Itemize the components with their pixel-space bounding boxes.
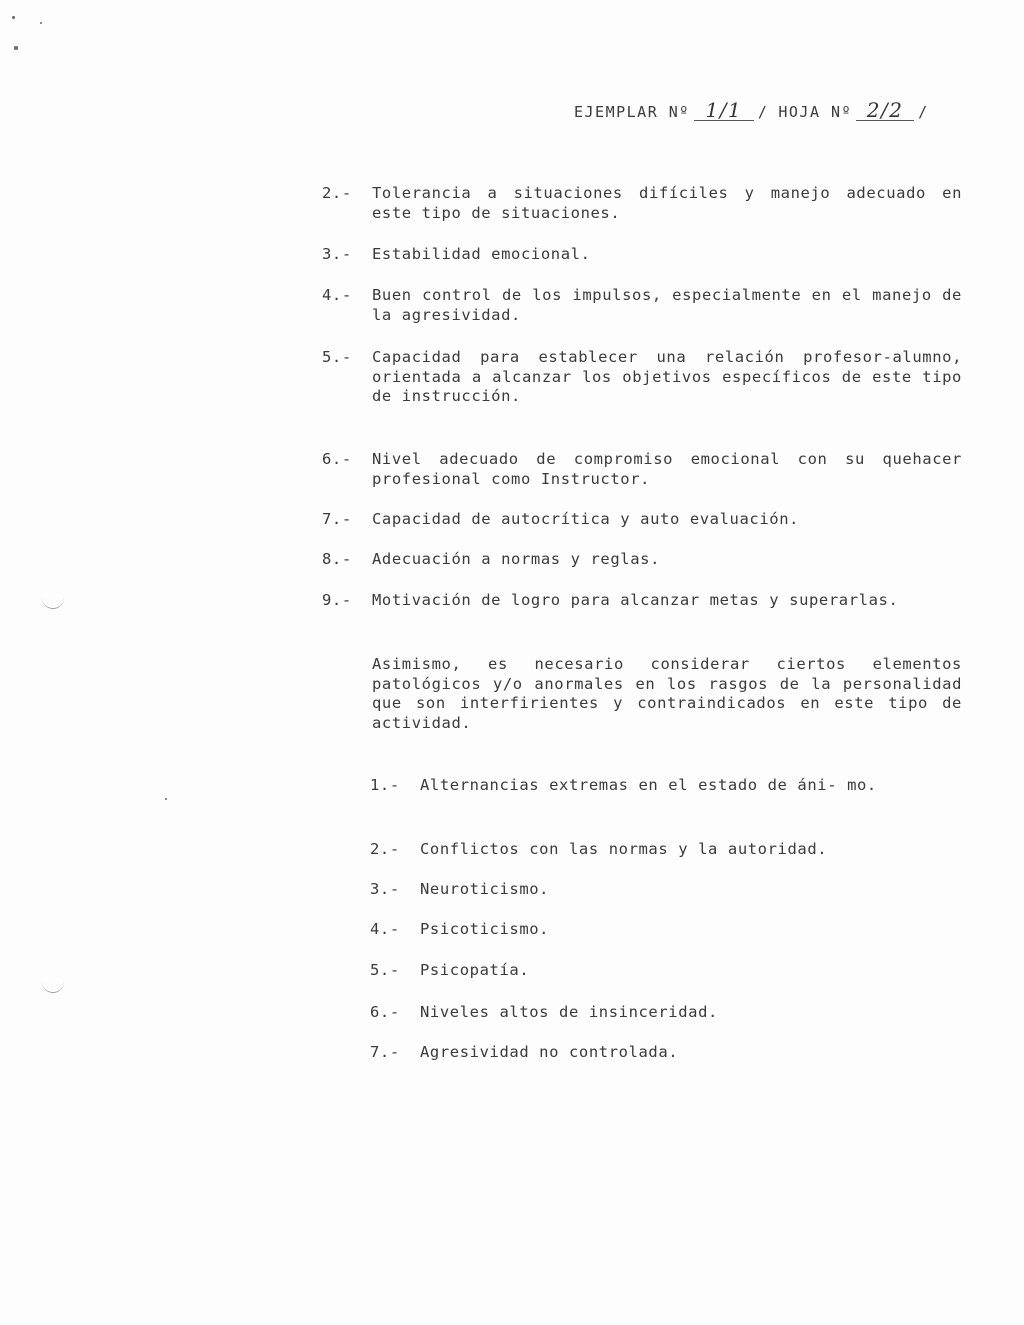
ejemplar-label: EJEMPLAR Nº — [574, 103, 690, 121]
item-number: 4.- — [322, 286, 352, 304]
item-number: 9.- — [322, 591, 352, 609]
item-text: Capacidad de autocrítica y auto evaluación. — [372, 510, 800, 528]
scan-speck — [12, 16, 15, 19]
header-separator: / — [757, 103, 769, 121]
sub-item-text: Conflictos con las normas y la autoridad. — [420, 840, 828, 858]
scan-speck — [40, 22, 42, 24]
scan-speck — [14, 46, 18, 50]
item-text: Estabilidad emocional. — [372, 245, 591, 263]
item-number: 6.- — [322, 450, 352, 468]
ejemplar-number: 1/1 — [694, 100, 754, 121]
punch-hole-mark — [42, 982, 64, 993]
body-paragraph: Asimismo, es necesario considerar ciertos elementos patológicos y/o anormales en los rasgos de la personalidad que son interfirientes y contraindicados en este tipo de actividad. — [372, 655, 962, 732]
sub-item-number: 3.- — [370, 880, 400, 898]
sub-item-number: 2.- — [370, 840, 400, 858]
item-number: 5.- — [322, 348, 352, 366]
item-text: Buen control de los impulsos, especialmente en el manejo de la agresividad. — [372, 286, 962, 324]
sub-item-number: 7.- — [370, 1043, 400, 1061]
page-header — [574, 100, 929, 121]
scan-speck — [165, 798, 167, 800]
item-text: Adecuación a normas y reglas. — [372, 550, 661, 568]
item-text: Motivación de logro para alcanzar metas y superarlas. — [372, 591, 899, 609]
sub-item-text: Niveles altos de insinceridad. — [420, 1003, 718, 1021]
sub-item-text: Psicoticismo. — [420, 920, 550, 938]
item-text: Nivel adecuado de compromiso emocional con su quehacer profesional como Instructor. — [372, 450, 962, 488]
item-number: 2.- — [322, 184, 352, 202]
sub-item-text: Agresividad no controlada. — [420, 1043, 679, 1061]
sub-item-number: 4.- — [370, 920, 400, 938]
header-end: / — [918, 103, 929, 121]
punch-hole-mark — [42, 598, 64, 609]
sub-item-text: Alternancias extremas en el estado de áni- mo. — [420, 776, 877, 794]
item-number: 8.- — [322, 550, 352, 568]
item-number: 3.- — [322, 245, 352, 263]
sub-item-text: Psicopatía. — [420, 961, 530, 979]
item-text: Capacidad para establecer una relación profesor-alumno, orientada a alcanzar los objetivos específicos de este tipo de instrucción. — [372, 348, 962, 405]
item-number: 7.- — [322, 510, 352, 528]
sub-item-number: 5.- — [370, 961, 400, 979]
sub-item-number: 1.- — [370, 776, 400, 794]
sub-item-number: 6.- — [370, 1003, 400, 1021]
hoja-number: 2/2 — [856, 100, 914, 121]
sub-item-text: Neuroticismo. — [420, 880, 550, 898]
item-text: Tolerancia a situaciones difíciles y manejo adecuado en este tipo de situaciones. — [372, 184, 962, 222]
hoja-label: HOJA Nº — [778, 103, 853, 121]
